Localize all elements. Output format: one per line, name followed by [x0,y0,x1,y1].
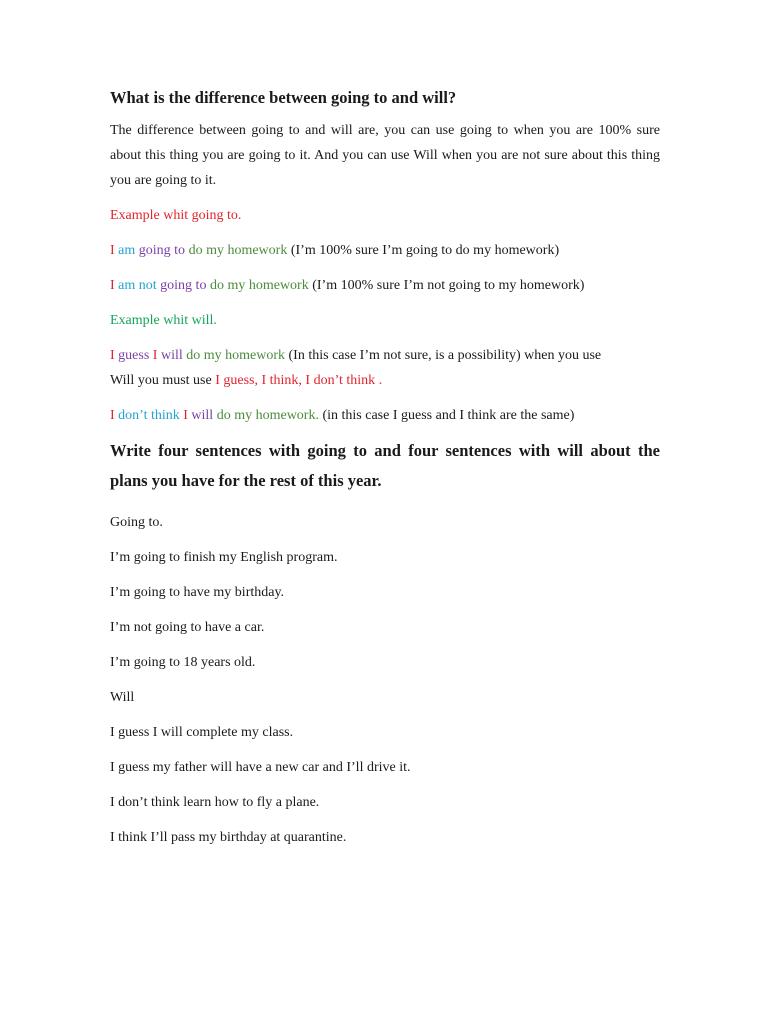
going-to-label: Going to. [110,515,163,530]
word-do-homework: do my homework [209,278,313,293]
explanation-cont: Will you must use [110,373,216,388]
word-i: I [110,243,119,258]
will-sentence-1: I guess I will complete my class. [110,725,294,740]
word-i: I [183,408,192,423]
word-am-not: am not [118,278,161,293]
example-going-label: Example whit going to. [110,208,242,223]
word-i: I [110,278,119,293]
word-going-to: going to [160,278,210,293]
example-will-1 [110,343,660,393]
going-to-sentence-4: I’m going to 18 years old. [110,655,256,670]
heading-write-sentences: Write four sentences with going to and four sentences with will about the plans you have for the rest of this year. [110,441,660,490]
will-sentence-3: I don’t think learn how to fly a plane. [110,795,320,810]
period: . [378,373,383,388]
example-will-2 [110,403,660,428]
word-do-homework: do my homework. [216,408,323,423]
word-do-homework: do my homework [186,348,289,363]
going-to-sentence-3: I’m not going to have a car. [110,620,265,635]
example-going-2 [110,273,660,298]
going-to-sentence-2: I’m going to have my birthday. [110,585,285,600]
phrase-list: I guess, I think, I don’t think [215,373,379,388]
will-sentence-2: I guess my father will have a new car and I’ll drive it. [110,760,411,775]
word-guess: guess [118,348,153,363]
word-will: will [160,348,187,363]
explanation: (I’m 100% sure I’m not going to my homework) [312,278,585,293]
word-i: I [152,348,161,363]
will-sentence-4: I think I’ll pass my birthday at quarantine. [110,830,347,845]
explanation: (I’m 100% sure I’m going to do my homework) [290,243,560,258]
heading-difference: What is the difference between going to and will? [110,88,457,107]
example-will-label: Example whit will. [110,313,217,328]
word-do-homework: do my homework [188,243,291,258]
word-going-to: going to [138,243,189,258]
explanation: (in this case I guess and I think are the same) [322,408,575,423]
word-i: I [110,408,119,423]
will-label: Will [110,690,135,705]
intro-paragraph: The difference between going to and will are, you can use going to when you are 100% sure about this thing you are going to it. And you can use Will when you are not sure about this thing you are going to it. [110,123,660,188]
word-will: will [191,408,217,423]
word-am: am [118,243,139,258]
going-to-sentence-1: I’m going to finish my English program. [110,550,338,565]
word-dont-think: don’t think [118,408,184,423]
explanation: (In this case I’m not sure, is a possibility) when you use [288,348,602,363]
word-i: I [110,348,119,363]
example-going-1 [110,238,660,263]
document-page [110,86,660,850]
